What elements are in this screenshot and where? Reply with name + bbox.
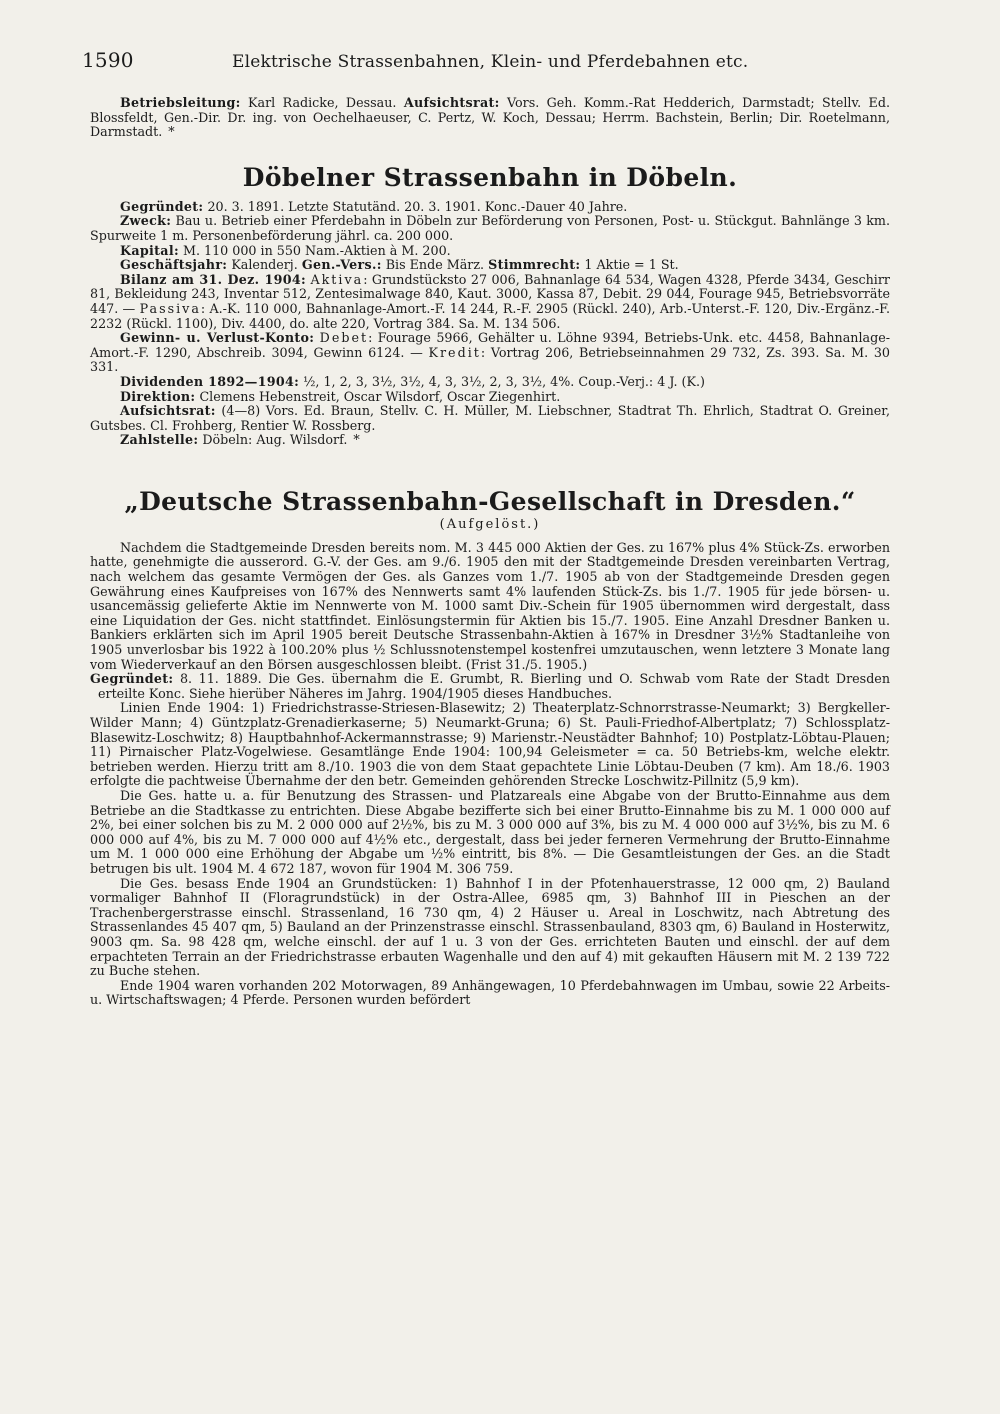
label-betriebsleitung: Betriebsleitung: (120, 95, 241, 110)
dresden-gegruendet-paragraph (90, 672, 890, 701)
aufsichtsrat-paragraph (90, 404, 890, 433)
text-zweck: Bau u. Betrieb einer Pferdebahn in Döbeln zur Beförderung von Personen, Post- u. Stückgut. Bahnlänge 3 km. Spurweite 1 m. Personenbeförderung jährl. ca. 200 000. (90, 213, 890, 243)
end-mark-doebeln: * (353, 432, 360, 448)
zahlstelle-paragraph (90, 433, 890, 448)
word-passiva: Passiva (139, 300, 201, 316)
kapital-paragraph (90, 244, 890, 259)
gegruendet-paragraph (90, 200, 890, 215)
section-subtitle-dresden: (Aufgelöst.) (439, 516, 541, 532)
word-aktiva: Aktiva (310, 271, 364, 287)
page-content (90, 96, 890, 1008)
section-title-dresden: „Deutsche Strassenbahn-Gesellschaft in Dresden.“ (124, 486, 856, 516)
text-gegruendet: 20. 3. 1891. Letzte Statutänd. 20. 3. 1901. Konc.-Dauer 40 Jahre. (203, 198, 628, 214)
prev-entry-paragraph (90, 96, 890, 140)
bilanz-paragraph (90, 273, 890, 331)
dresden-paragraph-grundstuecke: Die Ges. besass Ende 1904 an Grundstücken: 1) Bahnhof I in der Pfotenhauerstrasse, 12 000 qm, 2) Bauland vormaliger Bahnhof II (Floragrundstück) in der Ostra-Allee, 6985 qm, 3) Bahnhof III in Pieschen an der Trachenbergerstrasse einschl. Strassenland, 16 730 qm, 4) 2 Häuser u. Areal in Loschwitz, nach Abtretung des Strassenlandes 45 407 qm, 5) Bauland an der Prinzenstrasse einschl. Strassenbauland, 8303 qm, 6) Bauland in Hosterwitz, 9003 qm. Sa. 98 428 qm, welche einschl. der auf 1 u. 3 von der Ges. errichteten Bauten und einschl. der auf dem erpachteten Terrain an der Friedrichstrasse erbauten Wagenhalle und den auf 4) mit gekauften Häusern mit M. 2 139 722 zu Buche stehen. (90, 875, 890, 979)
text-debet: : Fourage 5966, Gehälter u. Löhne 9394, Betriebs-Unk. etc. 4458, Bahnanlage-Amort.-F. 1290, Abschreib. 3094, Gewinn 6124. — (90, 330, 891, 360)
gewinn-paragraph (90, 331, 890, 375)
label-bilanz: Bilanz am 31. Dez. 1904: (120, 271, 306, 287)
label-gegruendet-dresden: Gegründet: (90, 671, 174, 687)
dresden-paragraph-linien: Linien Ende 1904: 1) Friedrichstrasse-Striesen-Blasewitz; 2) Theaterplatz-Schnorrstrasse-Neumarkt; 3) Bergkeller-Wilder Mann; 4) Güntzplatz-Grenadierkaserne; 5) Neumarkt-Gruna; 6) St. Pauli-Friedhof-Albertplatz; 7) Schlossplatz-Blasewitz-Loschwitz; 8) Hauptbahnhof-Ackermannstrasse; 9) Marienstr.-Neustädter Bahnhof; 10) Postplatz-Löbtau-Plauen; 11) Pirnaischer Platz-Vogelwiese. Gesamtlänge Ende 1904: 100,94 Geleismeter = ca. 50 Betriebs-km, welche elektr. betrieben werden. Hierzu tritt am 8./10. 1903 die von dem Staat gepachtete Linie Löbtau-Deuben (7 km). Am 18./6. 1903 erfolgte die pachtweise Übernahme der den betr. Gemeinden gehörenden Strecke Loschwitz-Pillnitz (5,9 km). (90, 700, 890, 789)
dresden-paragraph-abgabe: Die Ges. hatte u. a. für Benutzung des Strassen- und Platzareals eine Abgabe von der Brutto-Einnahme aus dem Betriebe an die Stadtkasse zu entrichten. Diese Abgabe bezifferte sich bei einer Brutto-Einnahme bis zu M. 1 000 000 auf 2%, bei einer solchen bis zu M. 2 000 000 auf 2½%, bis zu M. 3 000 000 auf 3%, bis zu M. 4 000 000 auf 3½%, bis zu M. 6 000 000 auf 4%, bis zu M. 7 000 000 auf 4½% etc., dergestalt, dass bei jeder ferneren Vermehrung der Brutto-Einnahme um M. 1 000 000 eine Erhöhung der Abgabe um ½% eintritt, bis 8%. — Die Gesamtleistungen der Ges. an die Stadt betrugen bis ult. 1904 M. 4 672 187, wovon für 1904 M. 306 759. (90, 787, 890, 876)
text-aktiva: : Grundstücksto 27 006, Bahnanlage 64 534, Wagen 4328, Pferde 3434, Geschirr 81, Bekleidung 243, Inventar 512, Zentesimalwage 840, Kaut. 3000, Kassa 87, Debit. 29 044, Fourage 945, Betriebsvorräte 447. — (90, 271, 890, 316)
text-gegruendet-dresden: 8. 11. 1889. Die Ges. übernahm die E. Grumbt, R. Bierling und O. Schwab vom Rate der Stadt Dresden erteilte Konc. Siehe hierüber Näheres im Jahrg. 1904/1905 dieses Handbuches. (98, 671, 890, 701)
text-direktion: Clemens Hebenstreit, Oscar Wilsdorf, Oscar Ziegenhirt. (195, 388, 561, 404)
end-mark: * (168, 124, 175, 140)
text-aufsichtsrat: Vors. Geh. Komm.-Rat Hedderich, Darmstadt; Stellv. Ed. Blossfeldt, Gen.-Dir. Dr. ing. von Oechelhaeuser, C. Pertz, W. Koch, Dessau; Herrm. Bachstein, Berlin; Dir. Roetelmann, Darmstadt. (90, 95, 890, 140)
direktion-paragraph (90, 390, 890, 405)
label-zweck: Zweck: (120, 213, 172, 229)
label-kapital: Kapital: (120, 242, 179, 258)
text-betriebsleitung: Karl Radicke, Dessau. (240, 95, 397, 110)
dresden-paragraph-1: Nachdem die Stadtgemeinde Dresden bereits nom. M. 3 445 000 Aktien der Ges. zu 167% plus 4% Stück-Zs. erworben hatte, genehmigte die ausserord. G.-V. der Ges. am 9./6. 1905 den mit der Stadtgemeinde Dresden vereinbarten Vertrag, nach welchem das gesamte Vermögen der Ges. als Ganzes vom 1./7. 1905 ab von der Stadtgemeinde Dresden gegen Gewährung eines Kaufpreises von 167% des Nennwerts samt 4% laufenden Stück-Zs. bis 1./7. 1905 für jede börsen- u. usancemässig gelieferte Aktie im Nennwerte von M. 1000 samt Div.-Schein für 1905 übernommen wird dergestalt, dass eine Liquidation der Ges. nicht stattfindet. Einlösungstermin für Aktien bis 15./7. 1905. Eine Anzahl Dresdner Banken u. Bankiers erklärten sich im April 1905 bereit Deutsche Strassenbahn-Aktien à 167% in Dresdner 3½% Stadtanleihe von 1905 unverlosbar bis 1922 à 100.20% plus ½ Schlussnotenstempel kostenfrei umzutauschen, wenn letztere 3 Monate lang vom Wiederverkauf an den Börsen ausgeschlossen bleibt. (Frist 31./5. 1905.) (90, 539, 890, 672)
text-aufsichtsrat-doebeln: (4—8) Vors. Ed. Braun, Stellv. C. H. Müller, M. Liebschner, Stadtrat Th. Ehrlich, Stadtrat O. Greiner, Gutsbes. Cl. Frohberg, Rentier W. Rossberg. (90, 403, 890, 433)
label-stimmrecht: Stimmrecht: (488, 257, 581, 273)
text-dividenden: ½, 1, 2, 3, 3½, 3½, 4, 3, 3½, 2, 3, 3½, 4%. Coup.-Verj.: 4 J. (K.) (299, 373, 705, 389)
word-debet: Debet (319, 330, 369, 346)
section-title-doebeln: Döbelner Strassenbahn in Döbeln. (242, 162, 738, 192)
zweck-paragraph (90, 214, 890, 243)
label-geschaeftsjahr: Geschäftsjahr: (120, 257, 228, 273)
label-dividenden: Dividenden 1892—1904: (120, 373, 300, 389)
label-aufsichtsrat: Aufsichtsrat: (403, 95, 500, 110)
running-title: Elektrische Strassenbahnen, Klein- und Pferdebahnen etc. (232, 52, 749, 72)
text-kredit: : Vortrag 206, Betriebseinnahmen 29 732, Zs. 393. Sa. M. 30 331. (90, 344, 890, 375)
word-kredit: Kredit (428, 344, 481, 360)
label-gewinn: Gewinn- u. Verlust-Konto: (120, 330, 315, 346)
geschaeftsjahr-paragraph (90, 258, 890, 273)
text-zahlstelle: Döbeln: Aug. Wilsdorf. (198, 432, 348, 448)
text-gen-vers: Bis Ende März. (381, 257, 489, 273)
text-kapital: M. 110 000 in 550 Nam.-Aktien à M. 200. (178, 242, 451, 258)
text-geschaeftsjahr: Kalenderj. (227, 257, 302, 273)
label-gegruendet: Gegründet: (120, 198, 204, 214)
text-passiva: : A.-K. 110 000, Bahnanlage-Amort.-F. 14 244, R.-F. 2905 (Rückl. 240), Arb.-Unterst.-F. 120, Div.-Ergänz.-F. 2232 (Rückl. 1100), Div. 4400, do. alte 220, Vortrag 384. Sa. M. 134 506. (90, 300, 890, 331)
label-gen-vers: Gen.-Vers.: (301, 257, 382, 273)
text-stimmrecht: 1 Aktie = 1 St. (580, 257, 679, 273)
label-direktion: Direktion: (120, 388, 196, 404)
label-aufsichtsrat-doebeln: Aufsichtsrat: (120, 403, 216, 419)
dividenden-paragraph (90, 375, 890, 390)
label-zahlstelle: Zahlstelle: (120, 432, 199, 448)
dresden-paragraph-wagen: Ende 1904 waren vorhanden 202 Motorwagen, 89 Anhängewagen, 10 Pferdebahnwagen im Umbau, sowie 22 Arbeits- u. Wirtschaftswagen; 4 Pferde. Personen wurden befördert (90, 977, 890, 1008)
page-number: 1590 (82, 48, 134, 72)
running-head (82, 48, 880, 72)
